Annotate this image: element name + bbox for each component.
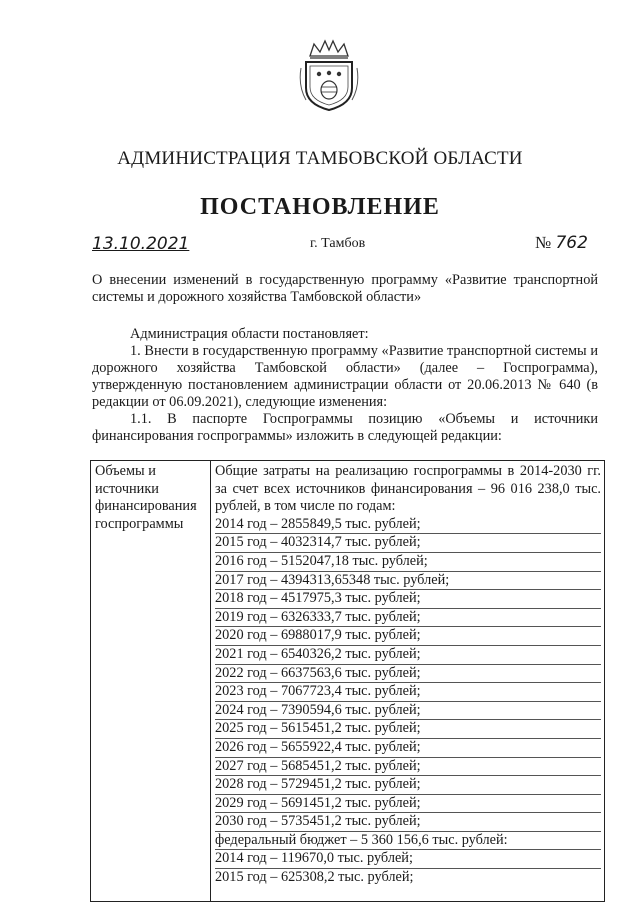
year-line: 2028 год – 5729451,2 тыс. рублей; — [215, 776, 601, 795]
organization-name: АДМИНИСТРАЦИЯ ТАМБОВСКОЙ ОБЛАСТИ — [117, 148, 523, 169]
funding-intro: Общие затраты на реализацию госпрограммы в 2014-2030 гг. за счет всех источников финансирования – 96 016 238,0 тыс. рублей, в том числе по годам: — [215, 463, 601, 515]
funding-table — [90, 460, 605, 902]
year-line: 2017 год – 4394313,65348 тыс. рублей; — [215, 572, 601, 591]
label-line: Объемы и — [95, 463, 156, 479]
body-paragraph-1: Администрация области постановляет: — [130, 326, 369, 342]
year-line: 2025 год – 5615451,2 тыс. рублей; — [215, 720, 601, 739]
year-line: 2016 год – 5152047,18 тыс. рублей; — [215, 553, 601, 572]
number-value: 762 — [555, 233, 588, 253]
body-paragraph-2: 1. Внести в государственную программу «Развитие транспортной системы и дорожного хозяйства Тамбовской области» (далее – Госпрограмма), утвержденную постановлением администрации области от 20.06.2013 № 640 (в редакции от 06.09.2021), следующие изменения: — [92, 343, 598, 410]
funding-value-cell — [211, 461, 605, 902]
document-city: г. Тамбов — [310, 236, 366, 251]
label-line: госпрограммы — [95, 515, 184, 532]
label-line: финансирования — [95, 498, 197, 515]
year-line: 2020 год – 6988017,9 тыс. рублей; — [215, 627, 601, 646]
year-line: 2023 год – 7067723,4 тыс. рублей; — [215, 683, 601, 702]
year-line: 2014 год – 2855849,5 тыс. рублей; — [215, 516, 601, 535]
document-date: 13.10.2021 — [92, 234, 190, 254]
federal-budget-line: федеральный бюджет – 5 360 156,6 тыс. рублей: — [215, 832, 601, 851]
year-line: 2015 год – 4032314,7 тыс. рублей; — [215, 534, 601, 553]
year-line: 2026 год – 5655922,4 тыс. рублей; — [215, 739, 601, 758]
document-type-title: ПОСТАНОВЛЕНИЕ — [200, 194, 440, 220]
year-line: 2018 год – 4517975,3 тыс. рублей; — [215, 590, 601, 609]
federal-year-line: 2015 год – 625308,2 тыс. рублей; — [215, 869, 414, 886]
year-line: 2027 год – 5685451,2 тыс. рублей; — [215, 758, 601, 777]
table-row — [91, 461, 605, 902]
year-line: 2029 год – 5691451,2 тыс. рублей; — [215, 795, 601, 814]
federal-year-line: 2014 год – 119670,0 тыс. рублей; — [215, 850, 601, 869]
body-paragraph-3: 1.1. В паспорте Госпрограммы позицию «Объемы и источники финансирования госпрограммы» изложить в следующей редакции: — [92, 411, 598, 444]
year-line: 2022 год – 6637563,6 тыс. рублей; — [215, 665, 601, 684]
document-subject: О внесении изменений в государственную программу «Развитие транспортной системы и дорожного хозяйства Тамбовской области» — [92, 272, 598, 305]
number-sign: № — [535, 233, 552, 252]
year-line: 2024 год – 7390594,6 тыс. рублей; — [215, 702, 601, 721]
funding-label-cell — [91, 461, 211, 902]
document-body — [92, 326, 598, 445]
year-line: 2021 год – 6540326,2 тыс. рублей; — [215, 646, 601, 665]
document-number — [535, 233, 588, 253]
year-line: 2030 год – 5735451,2 тыс. рублей; — [215, 813, 601, 832]
year-line: 2019 год – 6326333,7 тыс. рублей; — [215, 609, 601, 628]
coat-of-arms-emblem — [298, 38, 360, 112]
label-line: источники — [95, 480, 159, 497]
